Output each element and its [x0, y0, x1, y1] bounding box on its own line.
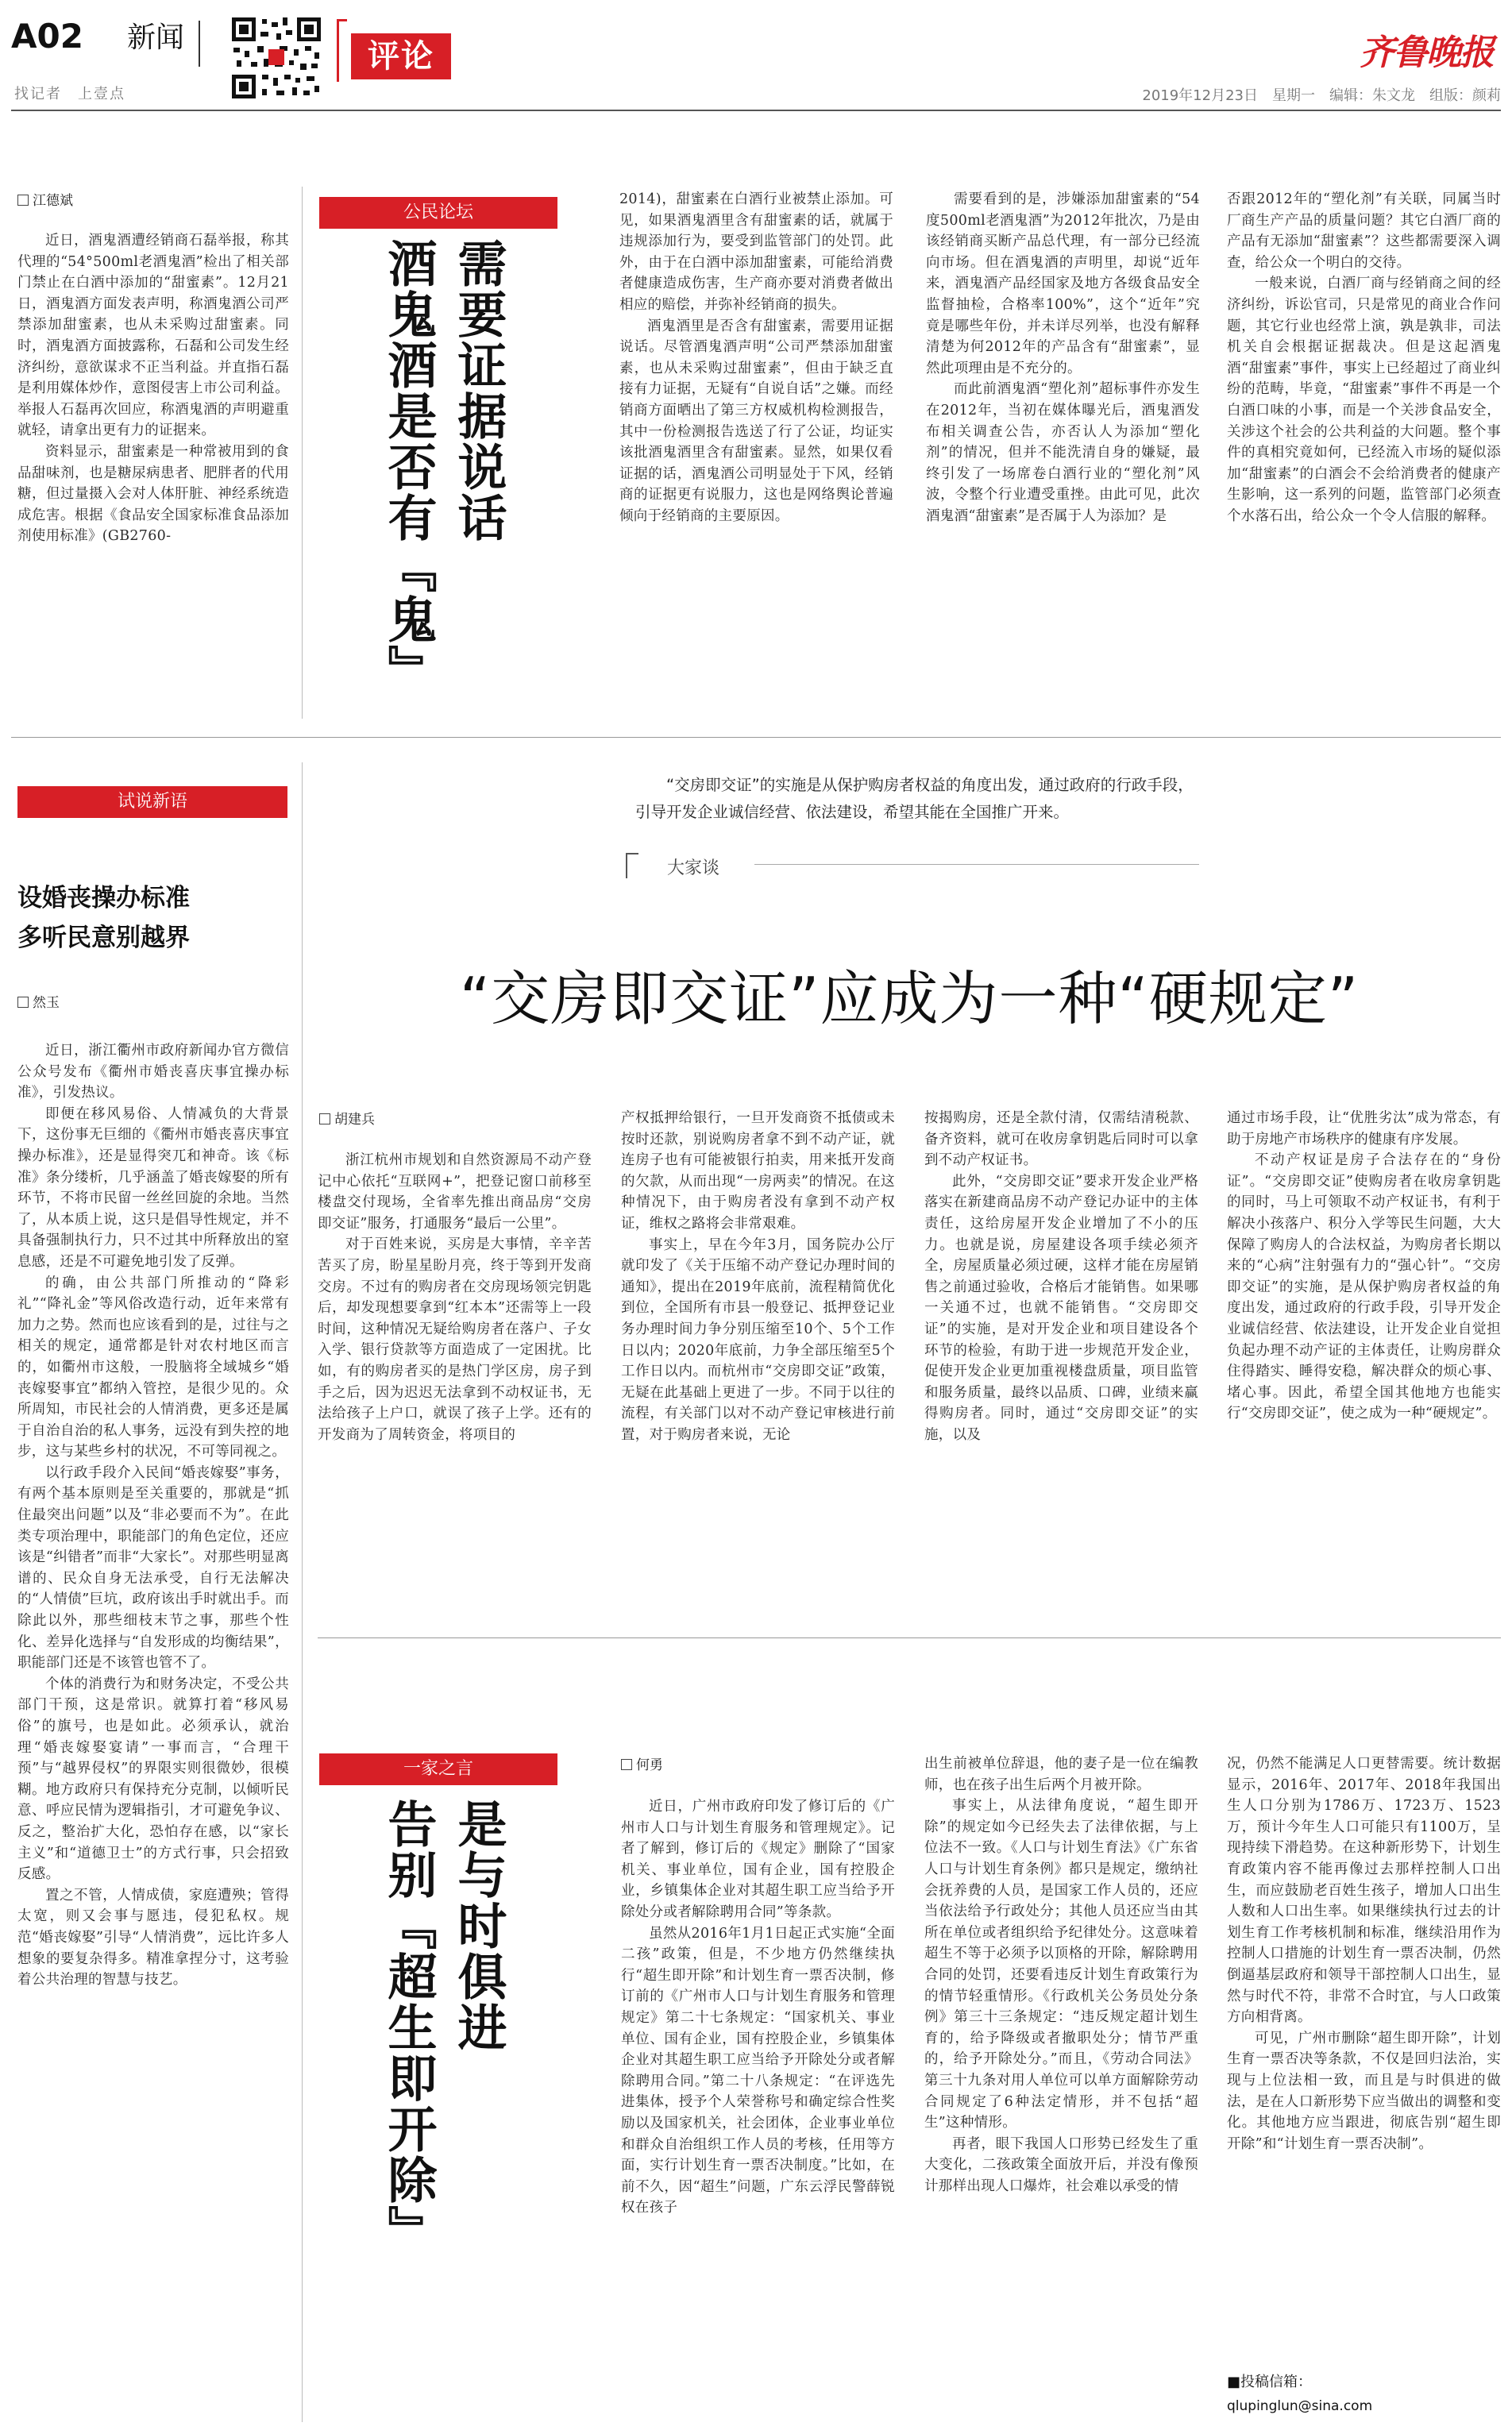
paragraph: 事实上，早在今年3月，国务院办公厅就印发了《关于压缩不动产登记办理时间的通知》，提出在2019年底前，流程精简优化到位，全国所有市县一般登记、抵押登记业务办理时间力争分别压缩至10个、5个工作日以内；2020年底前，力争全部压缩至5个工作日以内。而杭州市“交房即交证”政策，无疑在此基础上更进了一步。不同于以往的流程，有关部门以对不动产登记审核进行前置，对于购房者来说，无论: [621, 1236, 895, 1443]
article2-title: 设婚丧操办标准 多听民意别越界: [17, 884, 190, 952]
paragraph: 浙江杭州市规划和自然资源局不动产登记中心依托“互联网+”，把登记窗口前移至楼盘交付现场，全省率先推出商品房“交房即交证”服务，打通服务“最后一公里”。: [318, 1152, 592, 1232]
paragraph: 否跟2012年的“塑化剂”有关联，同属当时厂商生产产品的质量问题？其它白酒厂商的产品有无添加“甜蜜素”？这些都需要深入调查，给公众一个明白的交待。: [1227, 191, 1501, 271]
page-code: A02: [11, 17, 83, 56]
article1-col3: [926, 189, 1200, 527]
paragraph: 一般来说，白酒厂商与经销商之间的经济纠纷，诉讼官司，只是常见的商业合作问题，其它行业也经常上演，孰是孰非，司法机关自会根据证据裁决。但是这起酒鬼酒“甜蜜素”事件，事实上已经超过了商业纠纷的范畴，毕竟，“甜蜜素”事件不再是一个白酒口味的小事，而是一个关涉食品安全，关涉这个社会的公共利益的大问题。整个事件的真相究竟如何，已经流入市场的疑似添加“甜蜜素”的白酒会不会给消费者的健康产生影响，这一系列的问题，监管部门必须查个水落石出，给公众一个令人信服的解释。: [1227, 276, 1501, 524]
article1-col4: [1227, 189, 1501, 527]
article1-tag: 公民论坛: [319, 197, 557, 229]
date-line: 2019年12月23日 星期一 编辑：朱文龙 组版：颜莉: [1142, 87, 1501, 104]
article4-title: 是与时俱进 告别『超生即开除』: [380, 1799, 507, 2256]
article4-tag: 一家之言: [319, 1753, 557, 1785]
article2-body: [17, 1040, 289, 1991]
article1-byline: 江德斌: [17, 189, 73, 209]
section-name: 新闻: [127, 21, 185, 54]
paragraph: 资料显示，甜蜜素是一种常被用到的食品甜味剂，也是糖尿病患者、肥胖者的代用糖，但过量摄入会对人体肝脏、神经系统造成危害。根据《食品安全国家标准食品添加剂使用标准》(GB2760-: [17, 443, 289, 545]
paragraph: 个体的消费行为和财务决定，不受公共部门干预，这是常识。就算打着“移风易俗”的旗号，也是如此。必须承认，就治理“婚丧嫁娶宴请”一事而言，“合理干预”与“越界侵权”的界限实则很微妙，很模糊。地方政府只有保持充分克制，以倾听民意、呼应民情为逻辑指引，才可避免争议、反之，整治扩大化，恐怕存在感，以“家长主义”和“道德卫士”的方式行事，只会招致反感。: [17, 1676, 289, 1883]
article1-col1: [17, 230, 289, 547]
submission-label: ■投稿信箱：: [1227, 2374, 1313, 2390]
article2-tag: 试说新语: [17, 786, 287, 818]
paragraph: 出生前被单位辞退，他的妻子是一位在编教师，也在孩子出生后两个月被开除。: [924, 1756, 1198, 1793]
article4-byline: 何勇: [621, 1753, 663, 1773]
newspaper-logo: 齐鲁晚报: [1360, 33, 1493, 73]
article3-byline: 胡建兵: [319, 1108, 375, 1128]
paragraph: 需要看到的是，涉嫌添加甜蜜素的“54度500ml老酒鬼酒”为2012年批次，乃是由该经销商买断产品总代理，有一部分已经流向市场。但在酒鬼酒的声明里，却说“近年来，酒鬼酒产品经国家及地方各级食品安全监督抽检，合格率100%”，这个“近年”究竟是哪些年份，并未详尽列举，也没有解释清楚为何2012年的产品含有“甜蜜素”，显然此项理由是不充分的。: [926, 191, 1200, 376]
paragraph: 而此前酒鬼酒“塑化剂”超标事件亦发生在2012年，当初在媒体曝光后，酒鬼酒发布相关调查公告，亦否认人为添加“塑化剂”的情况，但并不能洗清自身的嫌疑，最终引发了一场席卷白酒行业的“塑化剂”风波，令整个行业遭受重挫。由此可见，此次酒鬼酒“甜蜜素”是否属于人为添加？是: [926, 381, 1200, 524]
paragraph: 即便在移风易俗、人情减负的大背景下，这份事无巨细的《衢州市婚丧喜庆事宜操办标准》，还是显得突兀和神奇。该《标准》条分缕析，几乎涵盖了婚丧嫁娶的所有环节，不将市民留一丝丝回旋的余地。当然了，从本质上说，这只是倡导性规定，并不具备强制执行力，只不过其中所释放出的窒息感，还是不可避免地引发了反弹。: [17, 1105, 289, 1270]
paragraph: 产权抵押给银行，一旦开发商资不抵债或未按时还款，别说购房者拿不到不动产证，就连房子也有可能被银行拍卖，用来抵开发商的欠款，从而出现“一房两卖”的情况。在这种情况下，由于购房者没有拿到不动产权证，维权之路将会非常艰难。: [621, 1110, 895, 1232]
qr-code-icon: [229, 14, 324, 102]
paragraph: 的确，由公共部门所推动的“降彩礼”“降礼金”等风俗改造行动，近年来常有加力之势。然而也应该看到的是，过往与之相关的规定，通常都是针对农村地区而言的，如衢州市这般，一股脑将全域城乡“婚丧嫁娶事宜”都纳入管控，是很少见的。众所周知，市民社会的人情消费，更多还是属于自治自治的私人事务，远没有到失控的地步，这与某些乡村的状况，不可等同视之。: [17, 1275, 289, 1460]
paragraph: 此外，“交房即交证”要求开发企业严格落实在新建商品房不动产登记办证中的主体责任，这给房屋开发企业增加了不小的压力。也就是说，房屋建设各项手续必须齐全，房屋质量必须过硬，这样才能在房屋销售之前通过验收，合格后才能销售。如果哪一关通不过，也就不能销售。“交房即交证”的实施，是对开发企业和项目建设各个环节的检验，有助于进一步规范开发企业，促使开发企业更加重视楼盘质量，项目监管和服务质量，最终以品质、口碑，业绩来赢得购房者。同时，通过“交房即交证”的实施，以及: [924, 1173, 1198, 1443]
paragraph: 对于百姓来说，买房是大事情，辛辛苦苦买了房，盼星星盼月亮，终于等到开发商交房。不过有的购房者在交房现场领完钥匙后，却发现想要拿到“红本本”还需等上一段时间，这种情况无疑给购房者在落户、子女入学、银行贷款等方面造成了一定困扰。比如，有的购房者买的是热门学区房，房子到手之后，因为迟迟无法拿到不动权证书，无法给孩子上户口，就误了孩子上学。还有的开发商为了周转资金，将项目的: [318, 1236, 592, 1443]
paragraph: 再者，眼下我国人口形势已经发生了重大变化，二孩政策全面放开后，并没有像预计那样出现人口爆炸，社会难以承受的情: [924, 2135, 1198, 2194]
article1-col2: [619, 189, 893, 527]
paragraph: 虽然从2016年1月1日起正式实施“全面二孩”政策，但是，不少地方仍然继续执行“超生即开除”和计划生育一票否决制，修订前的《广州市人口与计划生育服务和管理规定》第二十七条规定：“国家机关、事业单位、国有企业，国有控股企业，乡镇集体企业对其超生职工应当给予开除处分或者解除聘用合同。”第二十八条规定：“在评选先进集体，授予个人荣誉称号和确定综合性奖励以及国家机关，社会团体，企业事业单位和群众自治组织工作人员的考核，任用等方面，实行计划生育一票否决制度。”比如，在前不久，因“超生”问题，广东云浮民警薛锐权在孩子: [621, 1925, 895, 2216]
paragraph: 置之不管，人情成债，家庭遭殃；管得太宽，则又会事与愿违，侵犯私权。规范“婚丧嫁娶”引导“人情消费”，远比许多人想象的要复杂得多。精准拿捏分寸，这考验着公共治理的智慧与技艺。: [17, 1887, 289, 1988]
paragraph: 事实上，从法律角度说，“超生即开除”的规定如今已经失去了法律依据，与上位法不一致。《人口与计划生育法》《广东省人口与计划生育条例》都只是规定，缴纳社会抚养费的人员，是国家工作人员的，还应当依法给予行政处分；其他人员还应当由其所在单位或者组织给予纪律处分。这意味着超生不等于必须予以顶格的开除，解除聘用合同的处罚，还要看违反计划生育政策行为的情节轻重情形。《行政机关公务员处分条例》第三十三条规定：“违反规定超计划生育的，给予降级或者撤职处分；情节严重的，给予开除处分。”而且，《劳动合同法》第三十九条对用人单位可以单方面解除劳动合同规定了6种法定情形，并不包括“超生”这种情形。: [924, 1798, 1198, 2131]
channel-label: 评论: [351, 33, 451, 79]
paragraph: 可见，广州市删除“超生即开除”，计划生育一票否决等条款，不仅是回归法治，实现与上位法相一致，而且是与时俱进的做法，是在人口新形势下应当做出的调整和变化。其他地方应当跟进，彻底告别“超生即开除”和“计划生育一票否决制”。: [1227, 2030, 1501, 2152]
article3-col3: [924, 1108, 1198, 1446]
article4-col1: [621, 1796, 895, 2219]
header-sub-note: 找记者 上壹点: [14, 86, 125, 102]
article4-col3: [1227, 1753, 1501, 2154]
article3-col1: [318, 1150, 592, 1445]
paragraph: 2014)，甜蜜素在白酒行业被禁止添加。可见，如果酒鬼酒里含有甜蜜素的话，就属于违规添加行为，要受到监管部门的处罚。此外，由于在白酒中添加甜蜜素，可能给消费者健康造成伤害，生产商亦要对消费者做出相应的赔偿，并弥补经销商的损失。: [619, 191, 893, 313]
paragraph: 酒鬼酒里是否含有甜蜜素，需要用证据说话。尽管酒鬼酒声明“公司严禁添加甜蜜素，也从未采购过甜蜜素”，但由于缺乏直接有力证据，无疑有“自说自话”之嫌。而经销商方面晒出了第三方权威机构检测报告，其中一份检测报告选送了行了公证，均证实该批酒鬼酒里含有甜蜜素。显然，如果仅看证据的话，酒鬼酒公司明显处于下风，经销商的证据更有说服力，这也是网络舆论普遍倾向于经销商的主要原因。: [619, 318, 893, 524]
article3-quote: “交房即交证”的实施是从保护购房者权益的角度出发，通过政府的行政手段，引导开发企业诚信经营、依法建设，希望其能在全国推广开来。: [635, 776, 1194, 821]
paragraph: 近日，广州市政府印发了修订后的《广州市人口与计划生育服务和管理规定》。记者了解到，修订后的《规定》删除了“国家机关、事业单位，国有企业，国有控股企业，乡镇集体企业对其超生职工应当给予开除处分或者解除聘用合同”等条款。: [621, 1799, 895, 1920]
paragraph: 以行政手段介入民间“婚丧嫁娶”事务，有两个基本原则是至关重要的，那就是“抓住最突出问题”以及“非必要而不为”。在此类专项治理中，职能部门的角色定位，还应该是“纠错者”而非“大家长”。对那些明显离谱的、民众自身无法承受，自行无法解决的“人情债”巨坑，政府该出手时就出手。而除此以外，那些细枝末节之事，那些个性化、差异化选择与“自发形成的均衡结果”，职能部门还是不该管也管不了。: [17, 1464, 289, 1672]
article1-title: 需要证据说话 酒鬼酒是否有『鬼』: [380, 238, 507, 696]
paragraph: 通过市场手段，让“优胜劣汰”成为常态，有助于房地产市场秩序的健康有序发展。: [1227, 1110, 1501, 1148]
article3-title: “交房即交证”应成为一种“硬规定”: [459, 965, 1360, 1033]
article4-col2: [924, 1753, 1198, 2197]
article2-byline: 然玉: [17, 991, 60, 1011]
article3-label: 大家谈: [667, 858, 720, 878]
paragraph: 按揭购房，还是全款付清，仅需结清税款、备齐资料，就可在收房拿钥匙后同时可以拿到不动产权证书。: [924, 1110, 1198, 1169]
paragraph: 不动产权证是房子合法存在的“身份证”。“交房即交证”使购房者在收房拿钥匙的同时，马上可领取不动产权证书，有利于解决小孩落户、积分入学等民生问题，大大保障了购房人的合法权益，为购房者长期以来的“心病”注射强有力的“强心针”。“交房即交证”的实施，是从保护购房者权益的角度出发，通过政府的行政手段，引导开发企业诚信经营、依法建设，让开发企业自觉担负起办理不动产证的主体责任，让购房群众住得踏实、睡得安稳，解决群众的烦心事、堵心事。因此，希望全国其他地方也能实行“交房即交证”，使之成为一种“硬规定”。: [1227, 1152, 1501, 1422]
paragraph: 况，仍然不能满足人口更替需要。统计数据显示，2016年、2017年、2018年我国出生人口分别为1786万、1723万、1523万，预计今年生人口可能只有1100万，呈现持续下滑趋势。在这种新形势下，计划生育政策内容不能再像过去那样控制人口出生，而应鼓励老百姓生孩子，增加人口出生人数和人口出生率。如果继续执行过去的计划生育工作考核机制和标准，继续沿用作为控制人口措施的计划生育一票否决制，仍然倒逼基层政府和领导干部控制人口出生，显然与时代不符，非常不合时宜，与人口政策方向相背离。: [1227, 1756, 1501, 2026]
paragraph: 近日，浙江衢州市政府新闻办官方微信公众号发布《衢州市婚丧喜庆事宜操办标准》，引发热议。: [17, 1043, 289, 1101]
article3-col2: [621, 1108, 895, 1446]
paragraph: 近日，酒鬼酒遭经销商石磊举报，称其代理的“54°500ml老酒鬼酒”检出了相关部门禁止在白酒中添加的“甜蜜素”。12月21日，酒鬼酒方面发表声明，称酒鬼酒公司严禁添加甜蜜素，也从未采购过甜蜜素。同时，酒鬼酒方面披露称，石磊和公司发生经济纠纷，意欲谋求不正当利益。并直指石磊是利用媒体炒作，意图侵害上市公司利益。举报人石磊再次回应，称酒鬼酒的声明避重就轻，请拿出更有力的证据来。: [17, 233, 289, 439]
submission-email[interactable]: qlupinglun@sina.com: [1227, 2398, 1373, 2414]
article3-col4: [1227, 1108, 1501, 1425]
